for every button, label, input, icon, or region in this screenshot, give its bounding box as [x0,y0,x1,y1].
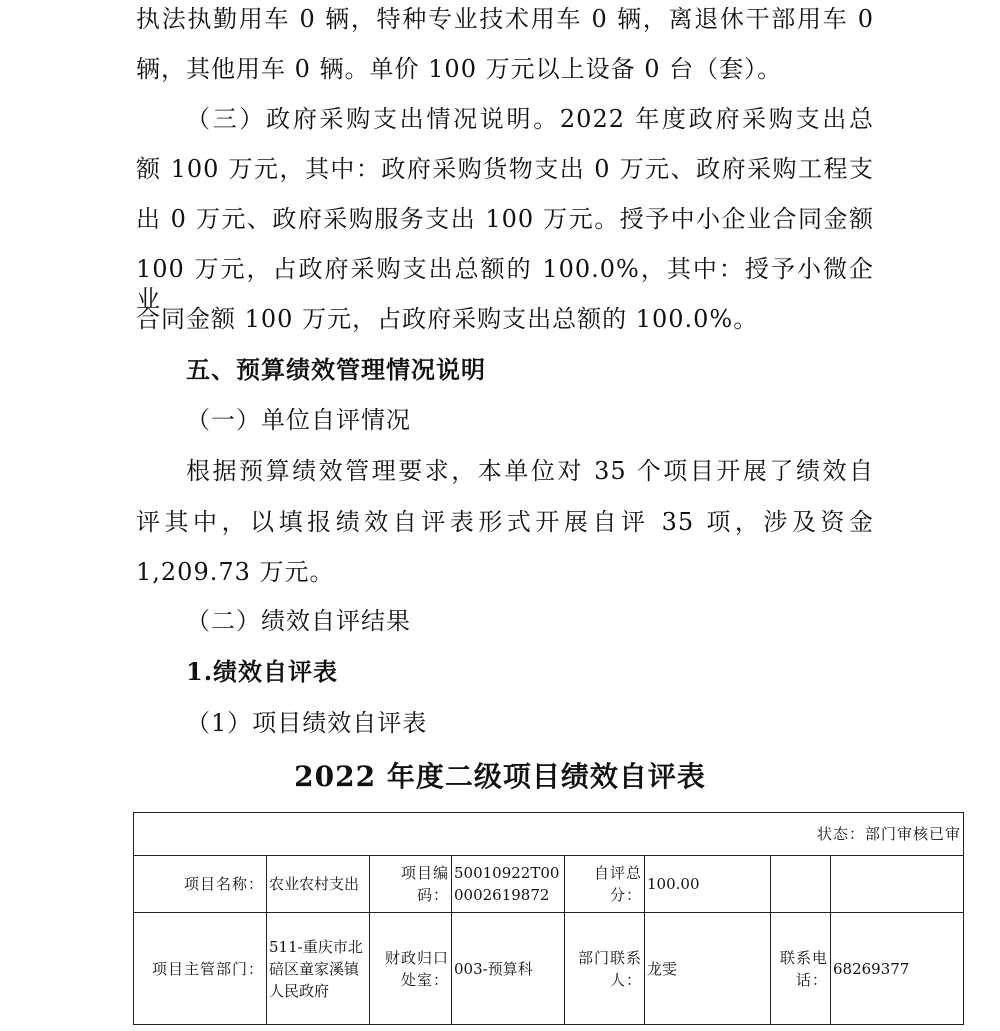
finance-label: 财政归口处室： [370,913,452,1025]
dept-value: 511-重庆市北碚区童家溪镇人民政府 [267,913,370,1025]
project-code-label: 项目编码： [370,856,452,913]
phone-label: 联系电话： [771,913,831,1025]
subsection-heading: （一）单位自评情况 [186,406,411,434]
paragraph-line: 1,209.73 万元。 [136,558,335,586]
finance-value: 003-预算科 [452,913,565,1025]
paragraph-line: 执法执勤用车 0 辆，特种专业技术用车 0 辆，离退休干部用车 0 [136,5,874,33]
paragraph-line: 出 0 万元、政府采购服务支出 100 万元。授予中小企业合同金额 [136,205,874,233]
self-score-value: 100.00 [645,856,771,913]
section-heading: 五、预算绩效管理情况说明 [186,355,486,384]
contact-value: 龙雯 [645,913,771,1025]
paragraph-line: 评其中，以填报绩效自评表形式开展自评 35 项，涉及资金 [136,508,874,536]
paragraph-line: 根据预算绩效管理要求，本单位对 35 个项目开展了绩效自 [186,457,874,485]
contact-label: 部门联系人： [565,913,645,1025]
subsection-heading: （二）绩效自评结果 [186,607,411,635]
table-title: 2022 年度二级项目绩效自评表 [294,760,706,793]
empty-cell [771,856,831,913]
empty-cell [831,856,964,913]
table-row [134,813,964,856]
paragraph-line: 合同金额 100 万元，占政府采购支出总额的 100.0%。 [136,305,759,333]
phone-value: 68269377 [831,913,964,1025]
table-row [134,856,964,913]
paragraph-line: 额 100 万元，其中：政府采购货物支出 0 万元、政府采购工程支 [136,155,874,183]
dept-label: 项目主管部门： [134,913,267,1025]
paragraph-line: 100 万元，占政府采购支出总额的 100.0%，其中：授予小微企业 [136,255,874,313]
subsection-heading: （1）项目绩效自评表 [186,709,428,737]
status-cell: 状态：部门审核已审 [134,813,964,856]
project-name-value: 农业农村支出 [267,856,370,913]
subsection-heading: 1.绩效自评表 [186,657,339,686]
project-code-value: 50010922T000002619872 [452,856,565,913]
self-score-label: 自评总分： [565,856,645,913]
project-name-label: 项目名称： [134,856,267,913]
paragraph-line: （三）政府采购支出情况说明。2022 年度政府采购支出总 [186,105,874,133]
evaluation-table [133,812,964,1025]
table-row [134,913,964,1025]
paragraph-line: 辆，其他用车 0 辆。单价 100 万元以上设备 0 台（套）。 [136,55,783,83]
